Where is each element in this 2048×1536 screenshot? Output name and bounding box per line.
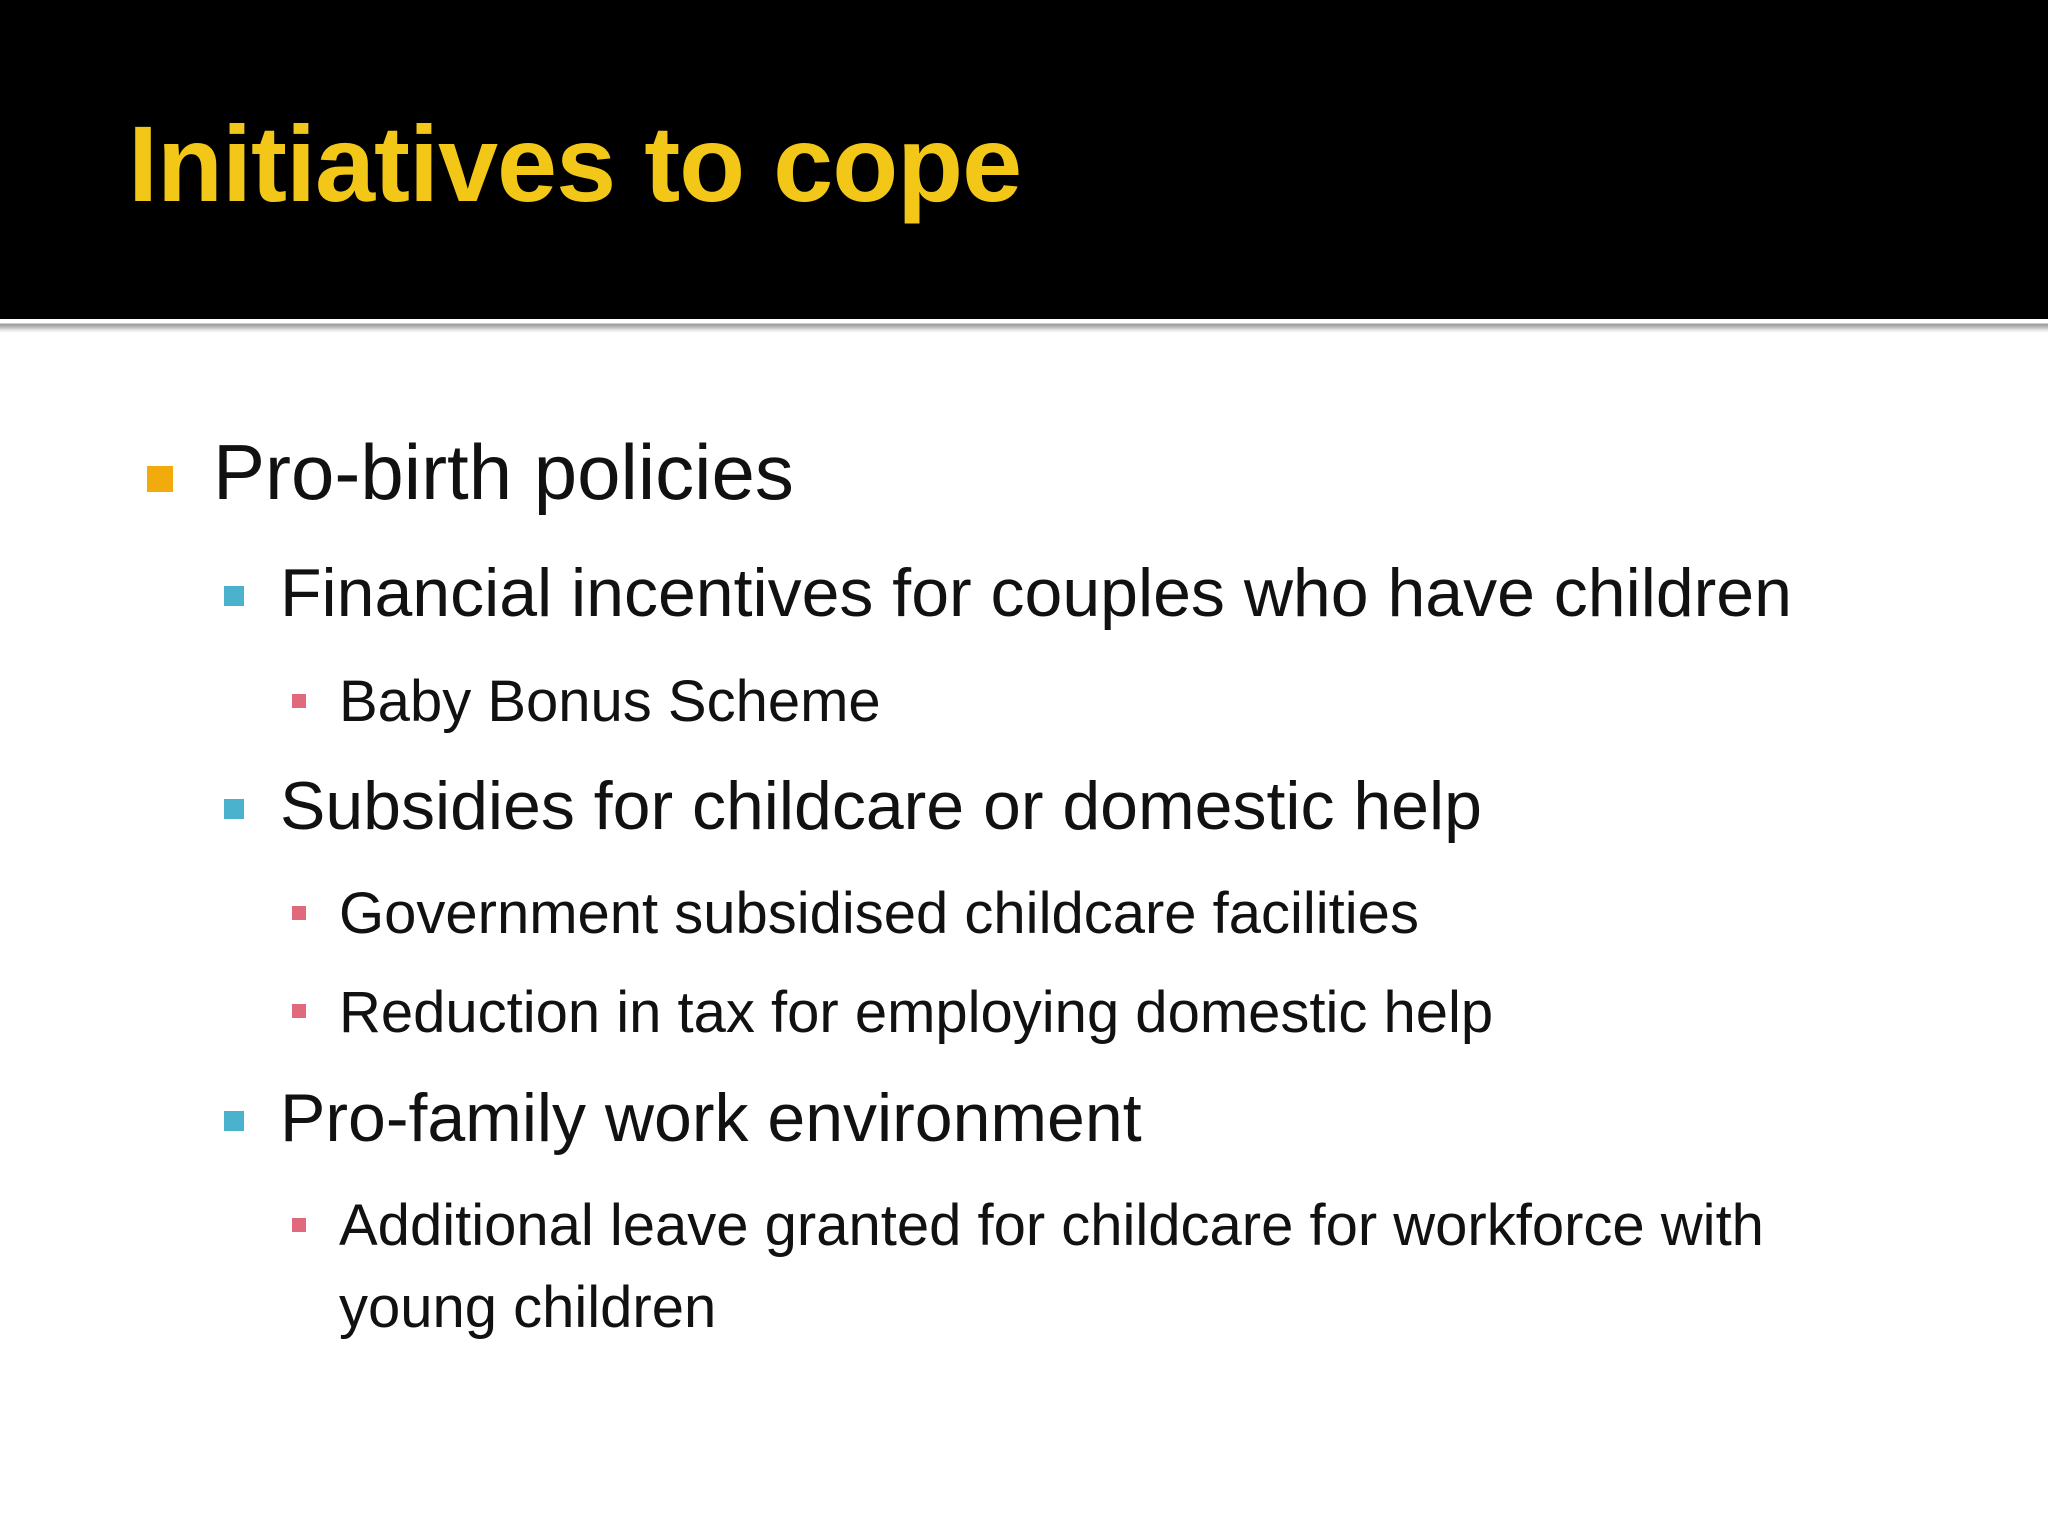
slide-title: Initiatives to cope bbox=[128, 103, 1022, 224]
square-bullet-icon bbox=[224, 586, 244, 606]
bullet-text: Pro-birth policies bbox=[213, 428, 794, 516]
sub-bullet-text: Pro-family work environment bbox=[280, 1080, 1142, 1156]
sub-sub-bullet-text: Baby Bonus Scheme bbox=[339, 669, 881, 734]
sub-sub-bullet-text: Government subsidised childcare facilities bbox=[339, 881, 1419, 946]
square-bullet-icon bbox=[292, 906, 306, 920]
square-bullet-icon bbox=[292, 1004, 306, 1018]
square-bullet-icon bbox=[224, 1111, 244, 1131]
sub-bullet-text: Financial incentives for couples who have children bbox=[280, 555, 1792, 631]
square-bullet-icon bbox=[147, 466, 173, 492]
sub-sub-bullet-text: Additional leave granted for childcare for workforce with young children bbox=[339, 1193, 1764, 1340]
sub-bullet-text: Subsidies for childcare or domestic help bbox=[280, 768, 1482, 844]
square-bullet-icon bbox=[224, 799, 244, 819]
square-bullet-icon bbox=[292, 694, 306, 708]
square-bullet-icon bbox=[292, 1218, 306, 1232]
sub-sub-bullet-text: Reduction in tax for employing domestic help bbox=[339, 980, 1494, 1045]
